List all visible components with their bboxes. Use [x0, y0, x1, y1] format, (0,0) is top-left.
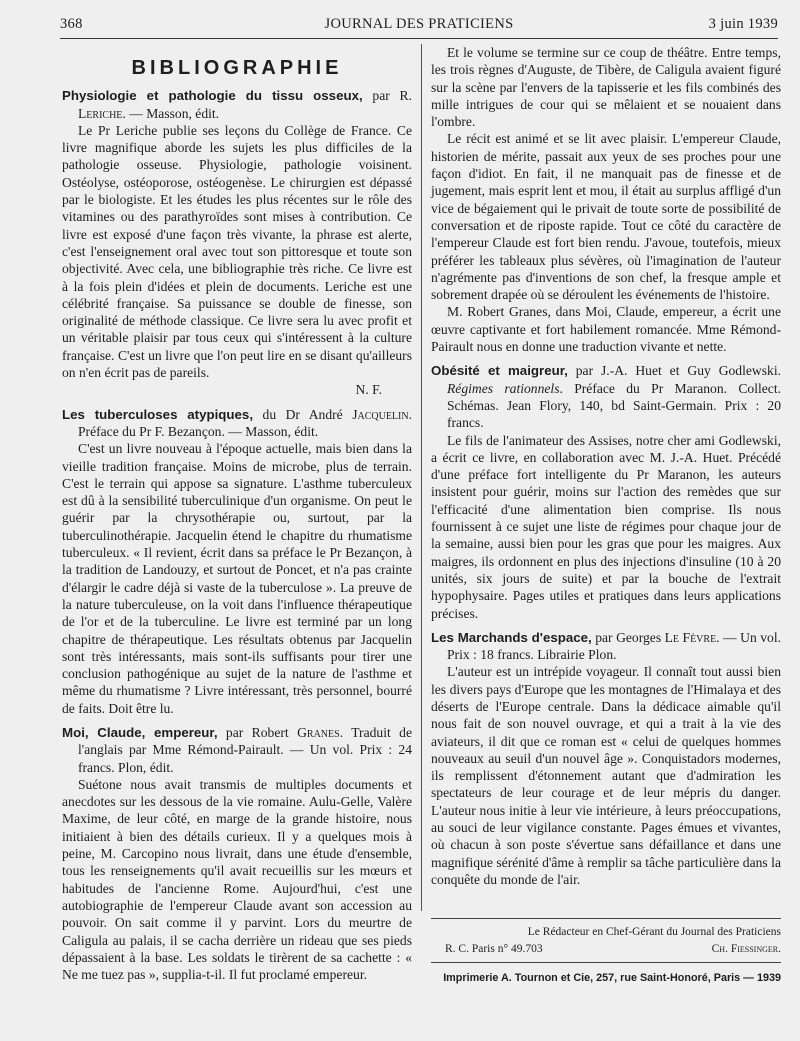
byline: par R. — [362, 88, 413, 104]
author-name: Granes — [297, 724, 340, 740]
issue-date: 3 juin 1939 — [708, 16, 778, 32]
publisher: . Préface du Pr F. Bezançon. — Masson, édit. — [78, 406, 412, 439]
review-body: Suétone nous avait transmis de multiples documents et anecdotes sur les dessous de la vie romaine. Aulu-Gelle, Valère Maxime, de leur côté, en marge de la grande histoire, nous initiaient à bien des détails curieux. Il y a quelques mois à peine, M. Carcopino nous livrait, dans une étude d'ensemble, tous les renseignements qu'il avait recueillis sur les mœurs et habitudes de l'ancienne Rome. Aujourd'hui, c'est une autobiographie de l'empereur Claude avant son accession au pouvoir. On sait comme il y parvint. Lors du meurtre de Caligula au palais, il se cacha derrière un rideau que ses pieds dépassaient à la base. Les soldats le tirèrent de sa cachette : « Ne me tuez pas », supplia-t-il. Il fut proclamé empereur. — [62, 776, 412, 983]
review-heading — [62, 406, 412, 441]
left-column — [62, 44, 412, 983]
book-title: Moi, Claude, empereur, — [62, 724, 218, 740]
review-body: Et le volume se termine sur ce coup de théâtre. Entre temps, les trois règnes d'Auguste, de Tibère, de Caligula avaient figuré sur la scène par l'envers de la tapisserie et les fils combinés des mille intrigues de cour qui se mêlaient et se nouaient dans l'ombre. — [431, 45, 781, 130]
byline: par Robert — [217, 724, 298, 740]
footer-rule — [431, 962, 781, 963]
byline: par J.-A. Huet et Guy Godlewski. — [567, 363, 781, 379]
book-title: Les tuberculoses atypiques, — [62, 406, 254, 422]
column-divider — [421, 44, 422, 911]
review-body: Le Pr Leriche publie ses leçons du Collège de France. Ce livre magnifique aborde les sujets les plus difficiles de la pathologie osseuse. Physiologie, pathologie voisinent. Ostéolyse, ostéoporose, ostéogenèse. Le chirurgien est dépassé par le biologiste. Et les études les plus récentes sur le rôle des vitamines ou des parathyroïdes sont mises à contribution. Ce livre est exposé d'une façon très vivante, la phrase est alerte, c'est l'enseignement oral avec tout son pittoresque et toute son objectivité. Avec cela, une bibliographie très riche. Ce livre est à la fois plein d'idées et plein de documents. Leriche est une célébrité française. Sa puissance se double de finesse, son originalité de méthode classique. Ce livre sera lu avec profit et un véritable plaisir par tous ceux qui s'intéressent à la culture française. C'est un livre que l'on peut lire en se disant qu'ailleurs on n'en écrit pas de pareils. — [62, 122, 412, 381]
review-heading — [62, 724, 412, 776]
rc-number: R. C. Paris n° 49.703 — [445, 943, 543, 955]
publisher: . — Masson, édit. — [122, 105, 220, 121]
publisher: . Traduit de l'anglais par Mme Rémond-Pairault. — Un vol. Prix : 24 francs. Plon, édit. — [78, 724, 412, 775]
publisher: . — Un vol. Prix : 18 francs. Librairie Plon. — [447, 629, 781, 663]
editor-line: Le Rédacteur en Chef-Gérant du Journal des Praticiens — [527, 926, 781, 938]
review-signature: N. F. — [355, 382, 382, 398]
author-name: Jacquelin — [352, 406, 409, 422]
review-heading — [431, 629, 781, 664]
book-subtitle: Régimes rationnels — [447, 380, 560, 396]
review-heading — [62, 87, 412, 122]
review-body: L'auteur est un intrépide voyageur. Il connaît tout aussi bien les divers pays d'Europe que les montagnes de l'Himalaya et des déserts de l'Europe centrale. Dans la dédicace aimable qu'il nous fait de son nouvel ouvrage, et qui a trait à la vie des aviateurs, il dit que ce roman est « celui de quelques hommes nouveaux au seuil d'un nouvel âge ». Conquistadors modernes, ils remplissent d'étonnement autant que d'admiration les spectateurs de leur courage et de leur mépris du danger. L'auteur nous initie à leur vie intérieure, à leurs préoccupations, au souci de leur vigilance constante. Pages émues et vivantes, où chacun à son poste s'évertue sans défaillance et dans une magnifique sérénité d'âme à remplir sa tâche particulière dans la conquête du monde de l'air. — [431, 664, 781, 887]
review-body: Le récit est animé et se lit avec plaisir. L'empereur Claude, historien de mérite, passait aux yeux de ses proches pour une façon d'idiot. En fait, il ne manquait pas de finesse et de jugement, mais esprit lent et mou, il était au surplus affligé d'un vice de bégaiement qui le privait de toute sorte de possibilité de conversation et de riposte rapide. Tout ce côté du caractère de l'empereur Claude est fort bien rendu. J'avoue, toutefois, mieux préférer les tableaux plus sévères, où l'imagination de l'auteur n'agrémente pas d'inventions de son chef, la fresque ample et sobrement drapée où se déroulent les événements de l'histoire. — [431, 131, 781, 303]
running-head — [60, 16, 778, 36]
book-title: Les Marchands d'espace, — [431, 629, 592, 645]
journal-name: JOURNAL DES PRATICIENS — [324, 16, 514, 32]
right-column — [431, 44, 781, 888]
section-title: BIBLIOGRAPHIE — [131, 57, 343, 79]
book-title: Obésité et maigreur, — [431, 363, 568, 379]
byline: par Georges — [591, 629, 665, 645]
editor-name: Ch. Fiessinger. — [711, 943, 781, 955]
book-title: Physiologie et pathologie du tissu osseux, — [62, 88, 363, 104]
imprint-line: Imprimerie A. Tournon et Cie, 257, rue Saint-Honoré, Paris — 1939 — [443, 972, 781, 984]
review-body: C'est un livre nouveau à l'époque actuelle, mais bien dans la vieille tradition française. Moins de microbe, plus de terrain. C'est le terrain qui appose sa signature. L'asthme tuberculeux est dû à la sensibilité tuberculinique d'un organisme. On peut le guérir par la chrysothérapie ou, surtout, par la tuberculinothérapie. Jacquelin étend le chapitre du rhumatisme tuberculeux. « Il revient, écrit dans sa préface le Pr Bezançon, à la tradition de Landouzy, et surtout de Poncet, et n'a pas crainte d'élargir le cadre déjà si vaste de la tuberculose ». La preuve de la nature tuberculeuse, on la voit dans l'influence thérapeutique de l'or et de la tuberculine. Le livre est terminé par un long chapitre de thérapeutique. Les résultats obtenus par Jacquelin sont très intéressants, mais sont-ils suffisants pour tirer une conclusion pathogénique au sujet de la nature de l'asthme et même du rhumatisme ? Livre intéressant, très personnel, bourré de faits. Doit être lu. — [62, 441, 412, 716]
publisher: . Préface du Pr Maranon. Collect. Schémas. Jean Flory, 140, bd Saint-Germain. Prix : 20 francs. — [447, 380, 781, 431]
review-body: M. Robert Granes, dans Moi, Claude, empereur, a écrit une œuvre captivante et fort habilement romancée. Mme Rémond-Pairault nous en donne une traduction vivante et nette. — [431, 304, 781, 355]
review-heading — [431, 362, 781, 431]
page-number: 368 — [60, 16, 83, 32]
review-body: Le fils de l'animateur des Assises, notre cher ami Godlewski, a écrit ce livre, en collaboration avec M. J.-A. Huet. Précédé d'une préface fort intelligente du Pr Maranon, les auteurs insistent pour guérir, moins sur l'action des remèdes que sur l'efficacité d'une alimentation bien comprise. Ils nous fournissent à ce sujet une liste de régimes pour chaque jour de la semaine, aussi bien pour les gras que pour les maigres. Aux maigres, ils ordonnent en plus des injections d'insuline (10 à 20 unités, six jours de suite) et par la bouche de l'extrait hypophysaire. Pages utiles et pratiques dans leurs applications précises. — [431, 432, 781, 621]
author-name: Leriche — [78, 105, 123, 121]
header-rule — [60, 38, 778, 39]
footer-rule — [431, 918, 781, 919]
author-name: Le Fèvre — [664, 629, 717, 645]
byline: du Dr André — [253, 406, 353, 422]
